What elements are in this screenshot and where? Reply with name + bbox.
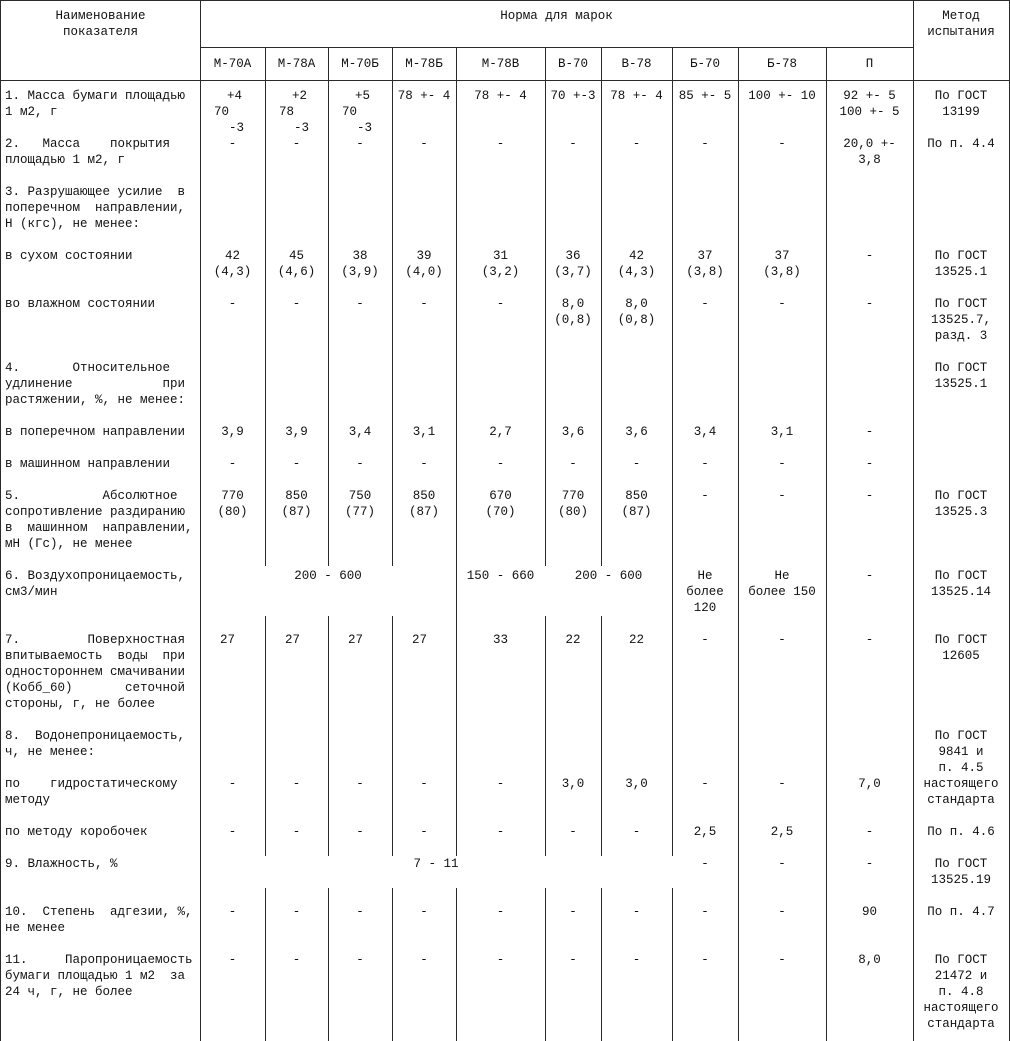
grade-value: 37 — [774, 249, 790, 263]
grade-value: 8,0 — [858, 953, 881, 967]
grade-value: - — [701, 297, 709, 311]
grade-header-10: П — [865, 57, 874, 71]
grade-value: 3,1 — [412, 425, 436, 439]
test-method: По ГОСТ — [934, 361, 988, 375]
grade-value: 3,4 — [348, 425, 372, 439]
grade-value: - — [228, 137, 237, 151]
grade-value: (4,3) — [617, 265, 656, 279]
indicator-name: в поперечном направлении — [5, 425, 186, 439]
grade-value: 90 — [861, 905, 877, 919]
grade-value: - — [496, 137, 505, 151]
grade-value: - — [496, 953, 505, 967]
indicator-name: растяжении, %, не менее: — [5, 393, 186, 407]
grade-value: - — [292, 953, 301, 967]
grade-value: 85 +- 5 — [678, 89, 732, 103]
grade-value: - — [701, 137, 709, 151]
grade-value: (87) — [281, 505, 312, 519]
grade-value: 78 +- 4 — [610, 89, 663, 103]
grade-value: 8,0 — [561, 297, 585, 311]
grade-value: - — [228, 777, 237, 791]
grade-value: 92 +- 5 — [843, 89, 896, 103]
grade-header-1: М-70А — [213, 57, 252, 71]
grade-value: 38 — [352, 249, 368, 263]
grade-value: (87) — [408, 505, 439, 519]
nominal-value: 70 — [342, 105, 358, 119]
grade-value: 850 — [412, 489, 436, 503]
grade-value: 22 — [628, 633, 644, 647]
grade-value: - — [496, 457, 505, 471]
indicator-name: 11. Паропроницаемость — [5, 953, 193, 967]
indicator-name: 3. Разрушающее усилие в — [5, 185, 186, 199]
grade-value: - — [865, 857, 874, 871]
header-indicator-name: Наименование — [55, 9, 146, 23]
indicator-name: 4. Относительное — [5, 361, 171, 375]
spanned-value: 150 - 660 — [466, 569, 535, 583]
nominal-value: 70 — [214, 105, 230, 119]
grade-value: - — [865, 249, 874, 263]
grade-column-rule — [328, 616, 329, 856]
indicator-name: удлинение при — [5, 377, 186, 391]
grade-value: 78 +- 4 — [397, 89, 451, 103]
test-method: стандарта — [927, 1017, 995, 1031]
grade-value: 27 — [220, 633, 236, 647]
grade-value: (77) — [344, 505, 375, 519]
grade-value: - — [865, 457, 874, 471]
grade-value: 37 — [697, 249, 713, 263]
grade-value: - — [292, 905, 301, 919]
grade-value: 3,1 — [770, 425, 794, 439]
grade-value: более 150 — [748, 585, 816, 599]
grade-value: 70 +-3 — [550, 89, 596, 103]
grade-value: 27 — [285, 633, 301, 647]
grade-value: - — [701, 857, 709, 871]
test-method: 13525.1 — [934, 377, 988, 391]
grade-value: - — [496, 777, 505, 791]
grade-value: - — [778, 457, 786, 471]
grade-column-rule — [738, 48, 739, 1041]
grade-value: - — [228, 297, 237, 311]
indicator-name: стороны, г, не более — [5, 697, 156, 711]
grade-value: - — [420, 905, 428, 919]
test-method: По п. 4.6 — [927, 825, 995, 839]
grade-value: - — [420, 953, 428, 967]
indicator-name: 7. Поверхностная — [5, 633, 186, 647]
grade-value: - — [356, 777, 364, 791]
grade-value: (4,3) — [213, 265, 252, 279]
test-method: По ГОСТ — [934, 633, 988, 647]
indicator-name: ч, не менее: — [5, 745, 96, 759]
test-method: 13525.19 — [930, 873, 991, 887]
grade-column-rule — [545, 616, 546, 856]
grade-column-rule — [392, 616, 393, 856]
grade-value: - — [420, 297, 428, 311]
grade-column-rule — [601, 616, 602, 856]
grade-value: (0,8) — [554, 313, 592, 327]
grade-value: - — [496, 297, 505, 311]
test-method: По ГОСТ — [934, 249, 988, 263]
name-column-rule — [200, 0, 201, 1041]
test-method: 13199 — [942, 105, 980, 119]
grade-value: 3,9 — [285, 425, 308, 439]
grade-column-rule — [265, 616, 266, 856]
test-method: По ГОСТ — [934, 953, 988, 967]
indicator-name: 8. Водонепроницаемость, — [5, 729, 186, 743]
indicator-name: сопротивление раздиранию — [5, 505, 186, 519]
grade-value: - — [569, 825, 577, 839]
grade-value: 3,0 — [561, 777, 585, 791]
grade-value: - — [292, 825, 301, 839]
test-method: 12605 — [942, 649, 980, 663]
grade-value: - — [632, 825, 641, 839]
indicator-name: 9. Влажность, % — [5, 857, 118, 871]
grade-value: - — [865, 569, 874, 583]
indicator-name: Н (кгс), не менее: — [5, 217, 141, 231]
grade-value: более — [686, 585, 724, 599]
spanned-value: 200 - 600 — [294, 569, 362, 583]
grade-value: - — [356, 905, 364, 919]
grade-value: (3,2) — [481, 265, 520, 279]
grade-value: - — [228, 905, 237, 919]
grade-value: Не — [697, 569, 713, 583]
nominal-value: 78 — [279, 105, 295, 119]
grade-value: - — [356, 825, 364, 839]
test-method: 21472 и — [934, 969, 988, 983]
spanned-value: 7 - 11 — [413, 857, 459, 871]
grade-value: 2,5 — [770, 825, 794, 839]
grade-value: 100 +- 5 — [839, 105, 900, 119]
grade-value: - — [292, 297, 301, 311]
grade-value: 42 — [224, 249, 240, 263]
grade-value: - — [496, 825, 505, 839]
header-test-method: Метод — [942, 9, 980, 23]
grade-value: - — [632, 457, 641, 471]
indicator-name: 24 ч, г, не более — [5, 985, 133, 999]
grade-value: - — [865, 297, 874, 311]
grade-value: - — [701, 457, 709, 471]
indicator-name: см3/мин — [5, 585, 58, 599]
grade-value: - — [701, 489, 709, 503]
grade-value: (3,8) — [686, 265, 724, 279]
grade-value: - — [569, 953, 577, 967]
tolerance-plus: +4 — [227, 89, 243, 103]
grade-header-5: М-78В — [481, 57, 520, 71]
tolerance-minus: -3 — [357, 121, 373, 135]
grade-value: Не — [774, 569, 790, 583]
test-method: стандарта — [927, 793, 995, 807]
grade-value: - — [632, 953, 641, 967]
spanned-value: 200 - 600 — [574, 569, 643, 583]
grade-header-8: Б-70 — [689, 57, 720, 71]
grade-value: - — [228, 953, 237, 967]
grade-header-7: В-78 — [621, 57, 652, 71]
indicator-name: во влажном состоянии — [5, 297, 156, 311]
grade-value: 27 — [348, 633, 364, 647]
grade-value: 100 +- 10 — [748, 89, 816, 103]
grade-value: (80) — [557, 505, 588, 519]
grade-value: 850 — [285, 489, 308, 503]
grade-value: 27 — [412, 633, 428, 647]
test-method: п. 4.5 — [938, 761, 984, 775]
indicator-name: мН (Гс), не менее — [5, 537, 133, 551]
grade-value: - — [701, 953, 709, 967]
indicator-name: методу — [5, 793, 51, 807]
grade-header-3: М-70Б — [341, 57, 379, 71]
indicator-name: площадью 1 м2, г — [5, 153, 126, 167]
grade-value: - — [292, 777, 301, 791]
grade-value: 2,5 — [693, 825, 717, 839]
grade-value: - — [420, 825, 428, 839]
grade-value: 78 +- 4 — [474, 89, 527, 103]
grade-value: 2,7 — [489, 425, 512, 439]
indicator-name: не менее — [5, 921, 66, 935]
indicator-name: поперечном направлении, — [5, 201, 186, 215]
grade-value: - — [496, 905, 505, 919]
test-method: По п. 4.4 — [927, 137, 995, 151]
tolerance-plus: +5 — [355, 89, 371, 103]
grade-value: - — [569, 137, 577, 151]
test-method: 13525.3 — [934, 505, 988, 519]
grade-value: - — [228, 457, 237, 471]
indicator-name: (Кобб_60) сеточной — [5, 681, 186, 695]
header-norm-title: Норма для марок — [500, 9, 613, 23]
grade-value: - — [420, 457, 428, 471]
grade-header-9: Б-78 — [766, 57, 797, 71]
grade-value: 850 — [625, 489, 648, 503]
grade-value: - — [778, 633, 786, 647]
grade-value: (3,8) — [763, 265, 801, 279]
test-method: По ГОСТ — [934, 729, 988, 743]
grade-column-rule — [672, 48, 673, 856]
grade-header-6: В-70 — [557, 57, 588, 71]
grade-value: - — [356, 953, 364, 967]
test-method: 9841 и — [938, 745, 984, 759]
indicator-name: 1. Масса бумаги площадью — [5, 89, 186, 103]
grade-value: - — [865, 425, 874, 439]
grade-value: - — [778, 777, 786, 791]
header-indicator-name: показателя — [62, 25, 138, 39]
test-method: По п. 4.7 — [927, 905, 995, 919]
grade-value: 42 — [628, 249, 644, 263]
indicator-name: 5. Абсолютное — [5, 489, 178, 503]
test-method: настоящего — [923, 1001, 999, 1015]
grade-value: 3,9 — [221, 425, 244, 439]
grade-header-2: М-78А — [277, 57, 316, 71]
tolerance-minus: -3 — [229, 121, 245, 135]
grade-value: (4,6) — [277, 265, 316, 279]
test-method: По ГОСТ — [934, 297, 988, 311]
test-method: разд. 3 — [934, 329, 988, 343]
grade-value: 7,0 — [858, 777, 881, 791]
grade-value: - — [778, 857, 786, 871]
indicator-name: по гидростатическому — [5, 777, 178, 791]
grade-value: (87) — [621, 505, 652, 519]
grade-value: - — [778, 137, 786, 151]
grade-value: - — [778, 905, 786, 919]
grade-value: 3,8 — [858, 153, 881, 167]
grade-value: (70) — [485, 505, 516, 519]
grade-value: - — [569, 457, 577, 471]
indicator-name: в сухом состоянии — [5, 249, 133, 263]
grade-value: - — [356, 137, 364, 151]
grade-value: 670 — [489, 489, 512, 503]
indicator-name: в машинном направлении — [5, 457, 171, 471]
indicator-name: в машинном направлении, — [5, 521, 193, 535]
grade-value: 31 — [492, 249, 508, 263]
header-test-method: испытания — [927, 25, 995, 39]
grade-value: - — [569, 905, 577, 919]
grade-value: - — [778, 297, 786, 311]
grade-value: - — [701, 633, 709, 647]
indicator-name: 1 м2, г — [5, 105, 58, 119]
grade-value: - — [701, 905, 709, 919]
grade-value: - — [778, 953, 786, 967]
test-method: настоящего — [923, 777, 999, 791]
grades-header-rule — [200, 47, 913, 48]
indicator-name: 10. Степень адгезии, %, — [5, 905, 193, 919]
grade-value: - — [865, 489, 874, 503]
grade-value: 36 — [565, 249, 581, 263]
grade-value: - — [356, 297, 364, 311]
grade-value: 3,6 — [625, 425, 648, 439]
grade-value: 20,0 +- — [843, 137, 896, 151]
grade-value: - — [420, 777, 428, 791]
grade-value: (3,7) — [554, 265, 592, 279]
grade-column-rule — [826, 48, 827, 1041]
grade-value: 770 — [561, 489, 585, 503]
grade-column-rule — [456, 48, 457, 856]
grade-value: - — [228, 825, 237, 839]
grade-value: - — [701, 777, 709, 791]
grade-value: 22 — [565, 633, 581, 647]
grade-value: - — [865, 633, 874, 647]
grade-value: (3,9) — [341, 265, 379, 279]
grade-value: 39 — [416, 249, 432, 263]
grade-value: 3,4 — [693, 425, 717, 439]
header-bottom-rule — [0, 80, 1010, 81]
grade-value: - — [292, 457, 301, 471]
test-method: 13525.14 — [930, 585, 991, 599]
grade-value: (0,8) — [617, 313, 656, 327]
grade-value: - — [292, 137, 301, 151]
table-border-left — [0, 0, 1, 1041]
grade-value: 33 — [492, 633, 508, 647]
indicator-name: 2. Масса покрытия — [5, 137, 171, 151]
tolerance-plus: +2 — [292, 89, 308, 103]
grade-value: 770 — [221, 489, 244, 503]
table-border-top — [0, 0, 1010, 1]
grade-value: - — [865, 825, 874, 839]
indicator-name: 6. Воздухопроницаемость, — [5, 569, 186, 583]
indicator-name: бумаги площадью 1 м2 за — [5, 969, 186, 983]
grade-value: 750 — [348, 489, 372, 503]
indicator-name: впитываемость воды при — [5, 649, 186, 663]
test-method: По ГОСТ — [934, 489, 988, 503]
grade-value: - — [632, 905, 641, 919]
test-method: По ГОСТ — [934, 857, 988, 871]
grade-value: - — [778, 489, 786, 503]
test-method: 13525.1 — [934, 265, 988, 279]
indicator-name: одностороннем смачивании — [5, 665, 186, 679]
grade-value: (80) — [217, 505, 248, 519]
test-method: По ГОСТ — [934, 569, 988, 583]
grade-value: 3,0 — [625, 777, 648, 791]
grade-value: 120 — [693, 601, 717, 615]
grade-header-4: М-78Б — [405, 57, 443, 71]
grade-value: (4,0) — [405, 265, 443, 279]
grade-value: 8,0 — [625, 297, 648, 311]
grade-value: 45 — [288, 249, 304, 263]
grade-value: - — [632, 137, 641, 151]
test-method: п. 4.8 — [938, 985, 984, 999]
grade-value: - — [420, 137, 428, 151]
grade-value: 3,6 — [561, 425, 585, 439]
test-method: 13525.7, — [930, 313, 991, 327]
grade-value: - — [356, 457, 364, 471]
indicator-name: по методу коробочек — [5, 825, 148, 839]
tolerance-minus: -3 — [294, 121, 310, 135]
test-method: По ГОСТ — [934, 89, 988, 103]
